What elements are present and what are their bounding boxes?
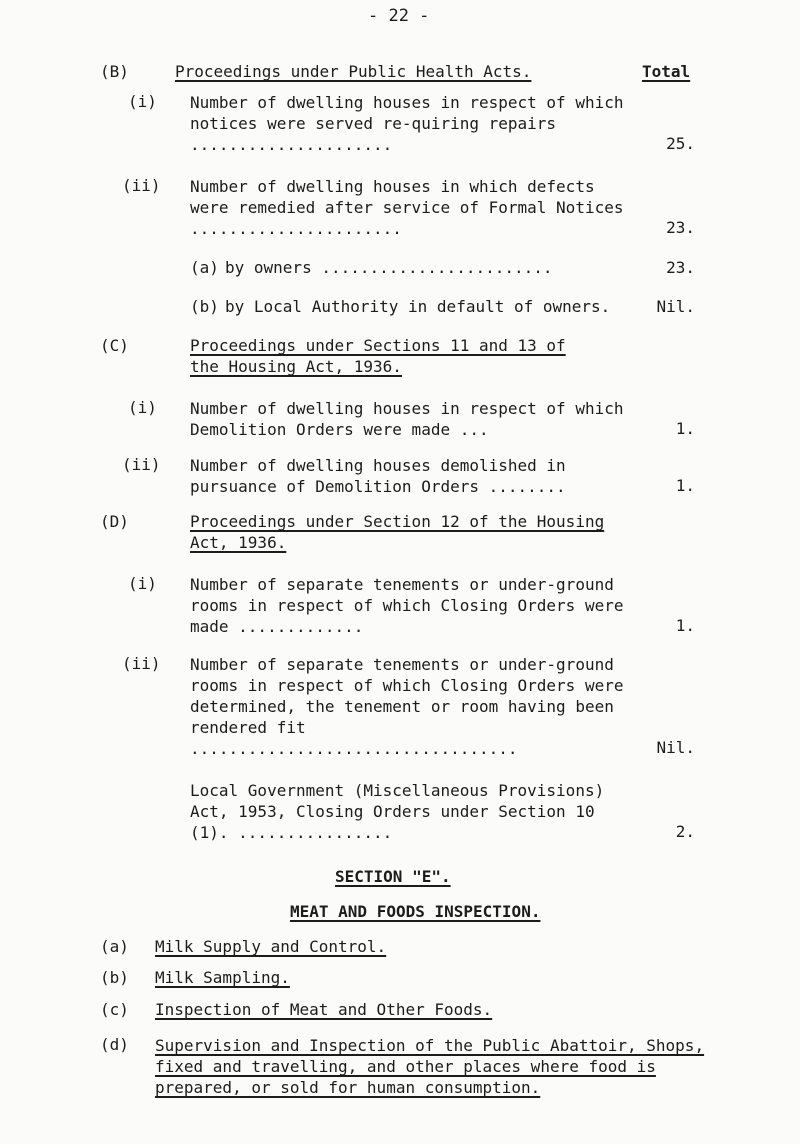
section-e-title: SECTION "E".: [335, 867, 451, 886]
section-c-item-text: Number of dwelling houses demolished in pursuance of Demolition Orders ........: [190, 456, 566, 496]
section-b-item-text: Number of dwelling houses in which defects were remedied after service of Formal Notices ......................: [190, 177, 624, 238]
section-d-letter: (D): [100, 512, 129, 531]
section-c-item-num: (i): [128, 398, 157, 417]
section-c-item-num: (ii): [122, 455, 161, 474]
section-c-heading-line1: Proceedings under Sections 11 and 13 of: [190, 336, 566, 355]
section-e-subtitle: MEAT AND FOODS INSPECTION.: [290, 902, 541, 921]
section-b-subitem-text: by owners ........................: [225, 258, 553, 277]
section-e-item-text: Milk Supply and Control.: [155, 937, 387, 956]
section-b-item-value: 25.: [666, 134, 695, 153]
section-d-item-text: Number of separate tenements or under-ground rooms in respect of which Closing Orders were determined, the tenement or room having been rendered fit ..................................: [190, 655, 624, 758]
section-c-item-text: Number of dwelling houses in respect of which Demolition Orders were made ...: [190, 399, 624, 439]
section-e-item-letter: (b): [100, 968, 129, 987]
section-e-item-text: Supervision and Inspection of the Public Abattoir, Shops, fixed and travelling, and other places where food is prepared, or sold for human consumption.: [155, 1036, 705, 1097]
section-d-extra-text: Local Government (Miscellaneous Provisions) Act, 1953, Closing Orders under Section 10 (1). ................: [190, 781, 605, 842]
section-b-item-num: (i): [128, 92, 157, 111]
section-c-heading-line2: the Housing Act, 1936.: [190, 357, 402, 376]
section-e-item-letter: (c): [100, 1000, 129, 1019]
section-d-extra-value: 2.: [675, 822, 695, 841]
section-d-item-text: Number of separate tenements or under-ground rooms in respect of which Closing Orders were made .............: [190, 575, 624, 636]
total-label: Total: [642, 62, 691, 81]
section-c-item-value: 1.: [675, 419, 695, 438]
section-d-heading-line2: Act, 1936.: [190, 533, 287, 552]
section-b-subitem-text: by Local Authority in default of owners.: [225, 297, 611, 316]
section-d-item-value: 1.: [675, 616, 695, 635]
section-c-item-value: 1.: [675, 476, 695, 495]
page-number: - 22 -: [368, 6, 430, 26]
section-d-item-num: (i): [128, 574, 157, 593]
section-b-subitem-num: (b): [190, 297, 219, 316]
section-d-item-num: (ii): [122, 654, 161, 673]
section-e-item-letter: (d): [100, 1035, 129, 1054]
section-c-letter: (C): [100, 336, 129, 355]
section-b-subitem-value: 23.: [666, 258, 695, 277]
section-b-subitem-num: (a): [190, 258, 219, 277]
section-b-letter: (B): [100, 62, 129, 81]
section-b-item-num: (ii): [122, 176, 161, 195]
section-e-item-text: Inspection of Meat and Other Foods.: [155, 1000, 493, 1019]
section-e-item-letter: (a): [100, 937, 129, 956]
section-b-heading: Proceedings under Public Health Acts.: [175, 62, 532, 81]
section-b-item-text: Number of dwelling houses in respect of which notices were served re-quiring repairs .....................: [190, 93, 624, 154]
section-d-item-value: Nil.: [656, 738, 695, 757]
section-b-item-value: 23.: [666, 218, 695, 237]
section-e-item-text: Milk Sampling.: [155, 968, 290, 987]
section-d-heading-line1: Proceedings under Section 12 of the Housing: [190, 512, 605, 531]
section-b-subitem-value: Nil.: [656, 297, 695, 316]
